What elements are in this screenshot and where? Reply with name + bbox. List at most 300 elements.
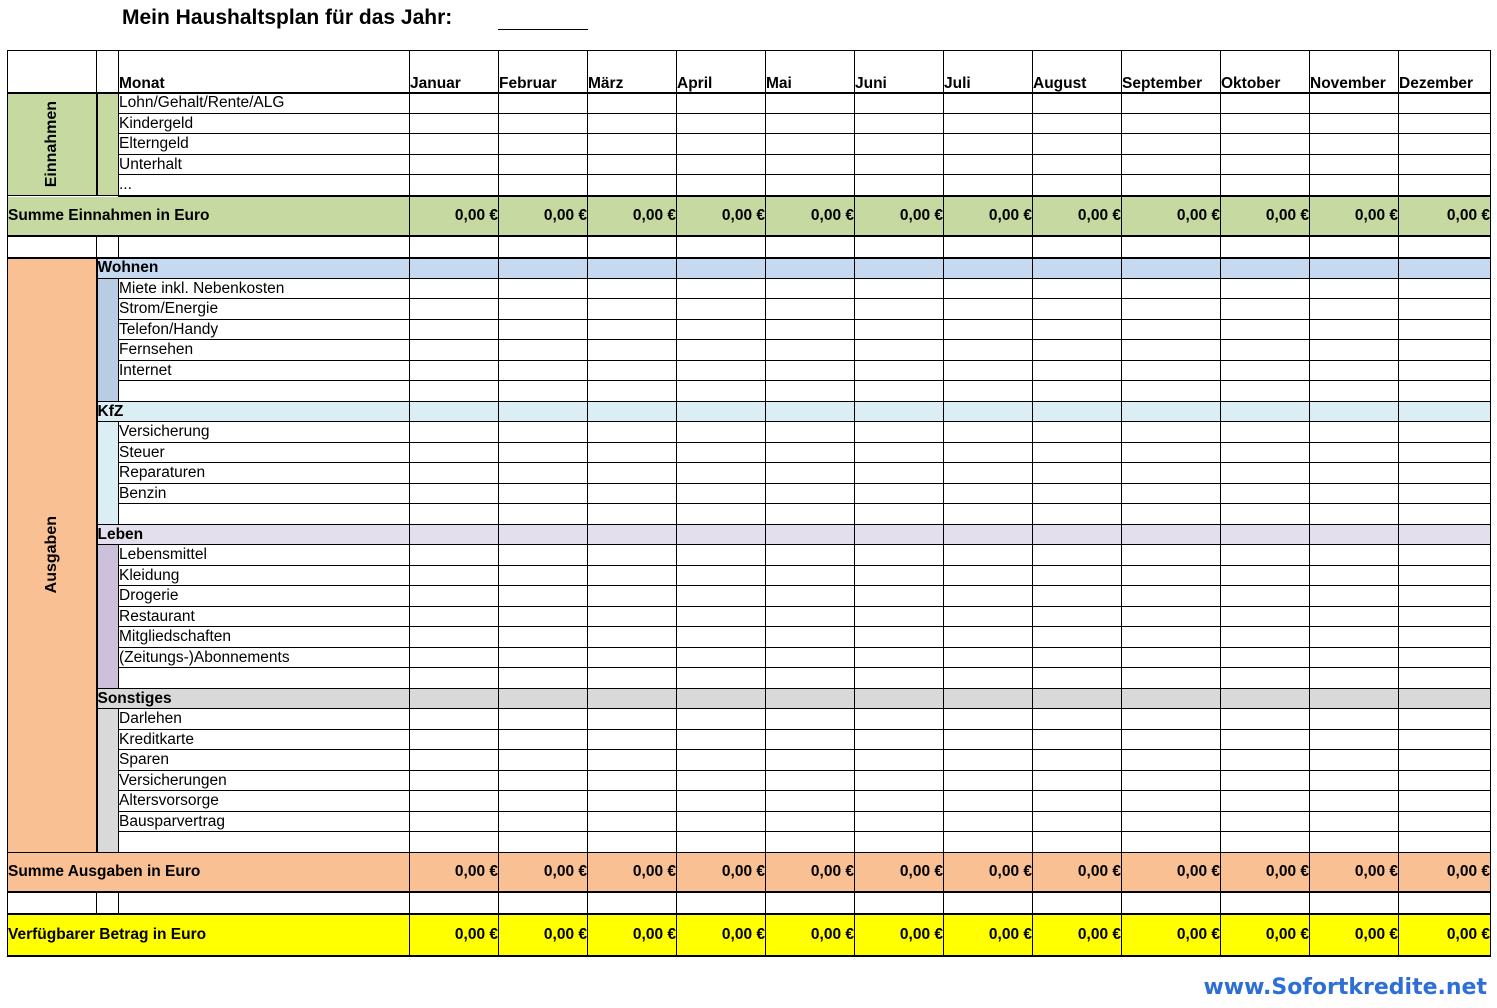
year-input-line[interactable] bbox=[498, 29, 588, 30]
value-cell[interactable] bbox=[588, 791, 677, 812]
value-cell[interactable] bbox=[766, 565, 855, 586]
value-cell[interactable] bbox=[499, 134, 588, 155]
value-cell[interactable] bbox=[766, 811, 855, 832]
value-cell[interactable] bbox=[677, 401, 766, 422]
value-cell[interactable] bbox=[1399, 647, 1491, 668]
value-cell[interactable] bbox=[766, 113, 855, 134]
value-cell[interactable] bbox=[1122, 504, 1221, 525]
sum-cell[interactable]: 0,00 € bbox=[677, 196, 766, 236]
value-cell[interactable] bbox=[588, 647, 677, 668]
value-cell[interactable] bbox=[677, 729, 766, 750]
value-cell[interactable] bbox=[588, 442, 677, 463]
sum-cell[interactable]: 0,00 € bbox=[1221, 852, 1310, 892]
value-cell[interactable] bbox=[410, 463, 499, 484]
value-cell[interactable] bbox=[855, 422, 944, 443]
value-cell[interactable] bbox=[855, 647, 944, 668]
value-cell[interactable] bbox=[677, 791, 766, 812]
value-cell[interactable] bbox=[410, 565, 499, 586]
value-cell[interactable] bbox=[1399, 892, 1491, 914]
value-cell[interactable] bbox=[1310, 750, 1399, 771]
value-cell[interactable] bbox=[944, 832, 1033, 853]
value-cell[interactable] bbox=[499, 668, 588, 689]
value-cell[interactable] bbox=[1399, 627, 1491, 648]
value-cell[interactable] bbox=[1122, 811, 1221, 832]
value-cell[interactable] bbox=[855, 709, 944, 730]
value-cell[interactable] bbox=[1310, 278, 1399, 299]
value-cell[interactable] bbox=[1122, 422, 1221, 443]
value-cell[interactable] bbox=[1310, 154, 1399, 175]
value-cell[interactable] bbox=[1221, 93, 1310, 114]
value-cell[interactable] bbox=[855, 504, 944, 525]
value-cell[interactable] bbox=[1122, 134, 1221, 155]
value-cell[interactable] bbox=[1310, 770, 1399, 791]
value-cell[interactable] bbox=[944, 504, 1033, 525]
value-cell[interactable] bbox=[677, 483, 766, 504]
sum-cell[interactable]: 0,00 € bbox=[766, 914, 855, 956]
sum-cell[interactable]: 0,00 € bbox=[499, 196, 588, 236]
value-cell[interactable] bbox=[1399, 113, 1491, 134]
value-cell[interactable] bbox=[1310, 524, 1399, 545]
value-cell[interactable] bbox=[1310, 892, 1399, 914]
value-cell[interactable] bbox=[766, 442, 855, 463]
value-cell[interactable] bbox=[944, 545, 1033, 566]
value-cell[interactable] bbox=[1122, 627, 1221, 648]
value-cell[interactable] bbox=[855, 463, 944, 484]
value-cell[interactable] bbox=[410, 299, 499, 320]
value-cell[interactable] bbox=[588, 668, 677, 689]
value-cell[interactable] bbox=[766, 770, 855, 791]
value-cell[interactable] bbox=[1221, 791, 1310, 812]
value-cell[interactable] bbox=[677, 647, 766, 668]
value-cell[interactable] bbox=[1399, 442, 1491, 463]
value-cell[interactable] bbox=[499, 545, 588, 566]
value-cell[interactable] bbox=[1399, 299, 1491, 320]
value-cell[interactable] bbox=[944, 524, 1033, 545]
value-cell[interactable] bbox=[944, 729, 1033, 750]
value-cell[interactable] bbox=[766, 606, 855, 627]
value-cell[interactable] bbox=[499, 319, 588, 340]
sum-cell[interactable]: 0,00 € bbox=[410, 852, 499, 892]
value-cell[interactable] bbox=[677, 381, 766, 402]
value-cell[interactable] bbox=[855, 483, 944, 504]
value-cell[interactable] bbox=[588, 319, 677, 340]
value-cell[interactable] bbox=[677, 175, 766, 196]
value-cell[interactable] bbox=[677, 463, 766, 484]
value-cell[interactable] bbox=[1122, 442, 1221, 463]
value-cell[interactable] bbox=[410, 545, 499, 566]
value-cell[interactable] bbox=[588, 627, 677, 648]
value-cell[interactable] bbox=[1122, 668, 1221, 689]
value-cell[interactable] bbox=[1033, 750, 1122, 771]
value-cell[interactable] bbox=[499, 892, 588, 914]
value-cell[interactable] bbox=[588, 545, 677, 566]
value-cell[interactable] bbox=[855, 832, 944, 853]
value-cell[interactable] bbox=[944, 422, 1033, 443]
value-cell[interactable] bbox=[588, 360, 677, 381]
value-cell[interactable] bbox=[499, 463, 588, 484]
value-cell[interactable] bbox=[1310, 811, 1399, 832]
value-cell[interactable] bbox=[1033, 688, 1122, 709]
value-cell[interactable] bbox=[588, 113, 677, 134]
value-cell[interactable] bbox=[1122, 93, 1221, 114]
value-cell[interactable] bbox=[499, 442, 588, 463]
value-cell[interactable] bbox=[1399, 688, 1491, 709]
value-cell[interactable] bbox=[677, 113, 766, 134]
value-cell[interactable] bbox=[1221, 442, 1310, 463]
value-cell[interactable] bbox=[944, 606, 1033, 627]
value-cell[interactable] bbox=[855, 93, 944, 114]
value-cell[interactable] bbox=[855, 236, 944, 258]
value-cell[interactable] bbox=[944, 770, 1033, 791]
value-cell[interactable] bbox=[1399, 93, 1491, 114]
value-cell[interactable] bbox=[588, 93, 677, 114]
value-cell[interactable] bbox=[677, 668, 766, 689]
sum-cell[interactable]: 0,00 € bbox=[410, 914, 499, 956]
value-cell[interactable] bbox=[1033, 360, 1122, 381]
value-cell[interactable] bbox=[1122, 175, 1221, 196]
value-cell[interactable] bbox=[1033, 319, 1122, 340]
value-cell[interactable] bbox=[1221, 627, 1310, 648]
value-cell[interactable] bbox=[1122, 524, 1221, 545]
value-cell[interactable] bbox=[1399, 134, 1491, 155]
value-cell[interactable] bbox=[677, 299, 766, 320]
sum-cell[interactable]: 0,00 € bbox=[410, 196, 499, 236]
value-cell[interactable] bbox=[1033, 504, 1122, 525]
value-cell[interactable] bbox=[1399, 545, 1491, 566]
value-cell[interactable] bbox=[588, 832, 677, 853]
value-cell[interactable] bbox=[1221, 401, 1310, 422]
value-cell[interactable] bbox=[588, 709, 677, 730]
value-cell[interactable] bbox=[1221, 278, 1310, 299]
value-cell[interactable] bbox=[1310, 483, 1399, 504]
value-cell[interactable] bbox=[766, 422, 855, 443]
value-cell[interactable] bbox=[766, 791, 855, 812]
value-cell[interactable] bbox=[1122, 319, 1221, 340]
value-cell[interactable] bbox=[1221, 586, 1310, 607]
value-cell[interactable] bbox=[766, 340, 855, 361]
sum-cell[interactable]: 0,00 € bbox=[855, 914, 944, 956]
sum-cell[interactable]: 0,00 € bbox=[1399, 914, 1491, 956]
value-cell[interactable] bbox=[677, 545, 766, 566]
value-cell[interactable] bbox=[1399, 565, 1491, 586]
value-cell[interactable] bbox=[677, 422, 766, 443]
value-cell[interactable] bbox=[855, 442, 944, 463]
value-cell[interactable] bbox=[1399, 422, 1491, 443]
sum-cell[interactable]: 0,00 € bbox=[1033, 852, 1122, 892]
value-cell[interactable] bbox=[1033, 729, 1122, 750]
value-cell[interactable] bbox=[588, 565, 677, 586]
value-cell[interactable] bbox=[1310, 236, 1399, 258]
value-cell[interactable] bbox=[1221, 565, 1310, 586]
value-cell[interactable] bbox=[855, 113, 944, 134]
value-cell[interactable] bbox=[499, 360, 588, 381]
value-cell[interactable] bbox=[1033, 175, 1122, 196]
value-cell[interactable] bbox=[499, 340, 588, 361]
sum-cell[interactable]: 0,00 € bbox=[1033, 914, 1122, 956]
value-cell[interactable] bbox=[766, 236, 855, 258]
value-cell[interactable] bbox=[1033, 627, 1122, 648]
value-cell[interactable] bbox=[766, 627, 855, 648]
value-cell[interactable] bbox=[855, 586, 944, 607]
value-cell[interactable] bbox=[677, 832, 766, 853]
value-cell[interactable] bbox=[766, 483, 855, 504]
value-cell[interactable] bbox=[766, 319, 855, 340]
sum-cell[interactable]: 0,00 € bbox=[1221, 196, 1310, 236]
value-cell[interactable] bbox=[499, 811, 588, 832]
value-cell[interactable] bbox=[855, 750, 944, 771]
value-cell[interactable] bbox=[1122, 545, 1221, 566]
value-cell[interactable] bbox=[410, 688, 499, 709]
value-cell[interactable] bbox=[766, 278, 855, 299]
value-cell[interactable] bbox=[944, 278, 1033, 299]
value-cell[interactable] bbox=[1221, 463, 1310, 484]
value-cell[interactable] bbox=[410, 586, 499, 607]
value-cell[interactable] bbox=[1033, 524, 1122, 545]
value-cell[interactable] bbox=[410, 627, 499, 648]
value-cell[interactable] bbox=[944, 811, 1033, 832]
value-cell[interactable] bbox=[1033, 709, 1122, 730]
value-cell[interactable] bbox=[766, 586, 855, 607]
value-cell[interactable] bbox=[588, 750, 677, 771]
value-cell[interactable] bbox=[766, 832, 855, 853]
value-cell[interactable] bbox=[677, 134, 766, 155]
value-cell[interactable] bbox=[944, 688, 1033, 709]
value-cell[interactable] bbox=[1399, 381, 1491, 402]
value-cell[interactable] bbox=[677, 442, 766, 463]
value-cell[interactable] bbox=[1399, 154, 1491, 175]
value-cell[interactable] bbox=[1221, 319, 1310, 340]
value-cell[interactable] bbox=[677, 360, 766, 381]
value-cell[interactable] bbox=[855, 381, 944, 402]
value-cell[interactable] bbox=[499, 565, 588, 586]
sum-cell[interactable]: 0,00 € bbox=[588, 914, 677, 956]
value-cell[interactable] bbox=[1221, 668, 1310, 689]
value-cell[interactable] bbox=[588, 463, 677, 484]
value-cell[interactable] bbox=[588, 770, 677, 791]
value-cell[interactable] bbox=[1310, 258, 1399, 279]
value-cell[interactable] bbox=[1122, 892, 1221, 914]
value-cell[interactable] bbox=[944, 668, 1033, 689]
value-cell[interactable] bbox=[855, 811, 944, 832]
value-cell[interactable] bbox=[1399, 175, 1491, 196]
value-cell[interactable] bbox=[410, 236, 499, 258]
value-cell[interactable] bbox=[855, 134, 944, 155]
value-cell[interactable] bbox=[766, 504, 855, 525]
value-cell[interactable] bbox=[677, 524, 766, 545]
sum-cell[interactable]: 0,00 € bbox=[1221, 914, 1310, 956]
value-cell[interactable] bbox=[944, 750, 1033, 771]
value-cell[interactable] bbox=[1310, 606, 1399, 627]
value-cell[interactable] bbox=[1310, 401, 1399, 422]
value-cell[interactable] bbox=[1033, 606, 1122, 627]
value-cell[interactable] bbox=[1033, 545, 1122, 566]
value-cell[interactable] bbox=[1310, 442, 1399, 463]
value-cell[interactable] bbox=[766, 709, 855, 730]
value-cell[interactable] bbox=[1033, 113, 1122, 134]
value-cell[interactable] bbox=[1122, 299, 1221, 320]
value-cell[interactable] bbox=[588, 278, 677, 299]
value-cell[interactable] bbox=[1221, 545, 1310, 566]
sum-cell[interactable]: 0,00 € bbox=[499, 914, 588, 956]
value-cell[interactable] bbox=[766, 524, 855, 545]
value-cell[interactable] bbox=[1221, 811, 1310, 832]
value-cell[interactable] bbox=[1033, 422, 1122, 443]
value-cell[interactable] bbox=[1310, 340, 1399, 361]
value-cell[interactable] bbox=[1221, 175, 1310, 196]
value-cell[interactable] bbox=[855, 770, 944, 791]
value-cell[interactable] bbox=[766, 463, 855, 484]
value-cell[interactable] bbox=[855, 627, 944, 648]
value-cell[interactable] bbox=[677, 340, 766, 361]
value-cell[interactable] bbox=[1310, 93, 1399, 114]
value-cell[interactable] bbox=[1033, 463, 1122, 484]
value-cell[interactable] bbox=[944, 586, 1033, 607]
value-cell[interactable] bbox=[944, 483, 1033, 504]
sum-cell[interactable]: 0,00 € bbox=[1310, 914, 1399, 956]
value-cell[interactable] bbox=[1122, 606, 1221, 627]
value-cell[interactable] bbox=[855, 892, 944, 914]
value-cell[interactable] bbox=[1310, 586, 1399, 607]
value-cell[interactable] bbox=[855, 565, 944, 586]
value-cell[interactable] bbox=[1221, 832, 1310, 853]
value-cell[interactable] bbox=[410, 892, 499, 914]
value-cell[interactable] bbox=[1399, 524, 1491, 545]
value-cell[interactable] bbox=[944, 791, 1033, 812]
value-cell[interactable] bbox=[588, 175, 677, 196]
value-cell[interactable] bbox=[1122, 770, 1221, 791]
value-cell[interactable] bbox=[1033, 278, 1122, 299]
value-cell[interactable] bbox=[944, 565, 1033, 586]
value-cell[interactable] bbox=[1221, 750, 1310, 771]
value-cell[interactable] bbox=[766, 93, 855, 114]
value-cell[interactable] bbox=[410, 524, 499, 545]
value-cell[interactable] bbox=[677, 811, 766, 832]
value-cell[interactable] bbox=[1399, 709, 1491, 730]
sum-cell[interactable]: 0,00 € bbox=[677, 852, 766, 892]
value-cell[interactable] bbox=[1122, 401, 1221, 422]
value-cell[interactable] bbox=[944, 299, 1033, 320]
value-cell[interactable] bbox=[766, 688, 855, 709]
value-cell[interactable] bbox=[766, 729, 855, 750]
value-cell[interactable] bbox=[1399, 483, 1491, 504]
value-cell[interactable] bbox=[855, 606, 944, 627]
value-cell[interactable] bbox=[1221, 154, 1310, 175]
value-cell[interactable] bbox=[766, 154, 855, 175]
value-cell[interactable] bbox=[1033, 770, 1122, 791]
value-cell[interactable] bbox=[1122, 791, 1221, 812]
value-cell[interactable] bbox=[499, 770, 588, 791]
value-cell[interactable] bbox=[1310, 360, 1399, 381]
value-cell[interactable] bbox=[1122, 381, 1221, 402]
value-cell[interactable] bbox=[499, 606, 588, 627]
value-cell[interactable] bbox=[1122, 154, 1221, 175]
value-cell[interactable] bbox=[1033, 381, 1122, 402]
value-cell[interactable] bbox=[1310, 175, 1399, 196]
value-cell[interactable] bbox=[499, 236, 588, 258]
value-cell[interactable] bbox=[1399, 401, 1491, 422]
value-cell[interactable] bbox=[1310, 463, 1399, 484]
value-cell[interactable] bbox=[1033, 154, 1122, 175]
value-cell[interactable] bbox=[944, 381, 1033, 402]
value-cell[interactable] bbox=[855, 258, 944, 279]
value-cell[interactable] bbox=[1310, 627, 1399, 648]
value-cell[interactable] bbox=[1399, 586, 1491, 607]
value-cell[interactable] bbox=[677, 278, 766, 299]
value-cell[interactable] bbox=[766, 175, 855, 196]
value-cell[interactable] bbox=[499, 688, 588, 709]
value-cell[interactable] bbox=[1122, 236, 1221, 258]
value-cell[interactable] bbox=[588, 154, 677, 175]
value-cell[interactable] bbox=[1399, 504, 1491, 525]
value-cell[interactable] bbox=[588, 729, 677, 750]
value-cell[interactable] bbox=[1310, 113, 1399, 134]
value-cell[interactable] bbox=[588, 381, 677, 402]
value-cell[interactable] bbox=[588, 524, 677, 545]
value-cell[interactable] bbox=[944, 463, 1033, 484]
value-cell[interactable] bbox=[499, 154, 588, 175]
value-cell[interactable] bbox=[766, 299, 855, 320]
value-cell[interactable] bbox=[1399, 258, 1491, 279]
value-cell[interactable] bbox=[766, 647, 855, 668]
value-cell[interactable] bbox=[1033, 236, 1122, 258]
value-cell[interactable] bbox=[677, 709, 766, 730]
value-cell[interactable] bbox=[499, 483, 588, 504]
value-cell[interactable] bbox=[766, 258, 855, 279]
sum-cell[interactable]: 0,00 € bbox=[766, 852, 855, 892]
value-cell[interactable] bbox=[1221, 524, 1310, 545]
value-cell[interactable] bbox=[766, 892, 855, 914]
value-cell[interactable] bbox=[1221, 606, 1310, 627]
sum-cell[interactable]: 0,00 € bbox=[944, 196, 1033, 236]
sum-cell[interactable]: 0,00 € bbox=[944, 914, 1033, 956]
value-cell[interactable] bbox=[1310, 565, 1399, 586]
value-cell[interactable] bbox=[1122, 340, 1221, 361]
value-cell[interactable] bbox=[855, 340, 944, 361]
value-cell[interactable] bbox=[944, 175, 1033, 196]
value-cell[interactable] bbox=[410, 154, 499, 175]
sum-cell[interactable]: 0,00 € bbox=[944, 852, 1033, 892]
value-cell[interactable] bbox=[1221, 236, 1310, 258]
value-cell[interactable] bbox=[1122, 586, 1221, 607]
value-cell[interactable] bbox=[855, 545, 944, 566]
value-cell[interactable] bbox=[1399, 236, 1491, 258]
value-cell[interactable] bbox=[855, 688, 944, 709]
value-cell[interactable] bbox=[1033, 134, 1122, 155]
value-cell[interactable] bbox=[677, 154, 766, 175]
value-cell[interactable] bbox=[410, 770, 499, 791]
value-cell[interactable] bbox=[1310, 688, 1399, 709]
value-cell[interactable] bbox=[855, 360, 944, 381]
value-cell[interactable] bbox=[1221, 422, 1310, 443]
value-cell[interactable] bbox=[1399, 770, 1491, 791]
value-cell[interactable] bbox=[855, 524, 944, 545]
value-cell[interactable] bbox=[1310, 381, 1399, 402]
value-cell[interactable] bbox=[410, 442, 499, 463]
sum-cell[interactable]: 0,00 € bbox=[1310, 852, 1399, 892]
value-cell[interactable] bbox=[588, 504, 677, 525]
value-cell[interactable] bbox=[1221, 113, 1310, 134]
value-cell[interactable] bbox=[1399, 360, 1491, 381]
value-cell[interactable] bbox=[766, 401, 855, 422]
value-cell[interactable] bbox=[499, 258, 588, 279]
value-cell[interactable] bbox=[1310, 791, 1399, 812]
value-cell[interactable] bbox=[1221, 709, 1310, 730]
value-cell[interactable] bbox=[1033, 647, 1122, 668]
value-cell[interactable] bbox=[1122, 709, 1221, 730]
value-cell[interactable] bbox=[588, 483, 677, 504]
value-cell[interactable] bbox=[944, 709, 1033, 730]
value-cell[interactable] bbox=[677, 627, 766, 648]
